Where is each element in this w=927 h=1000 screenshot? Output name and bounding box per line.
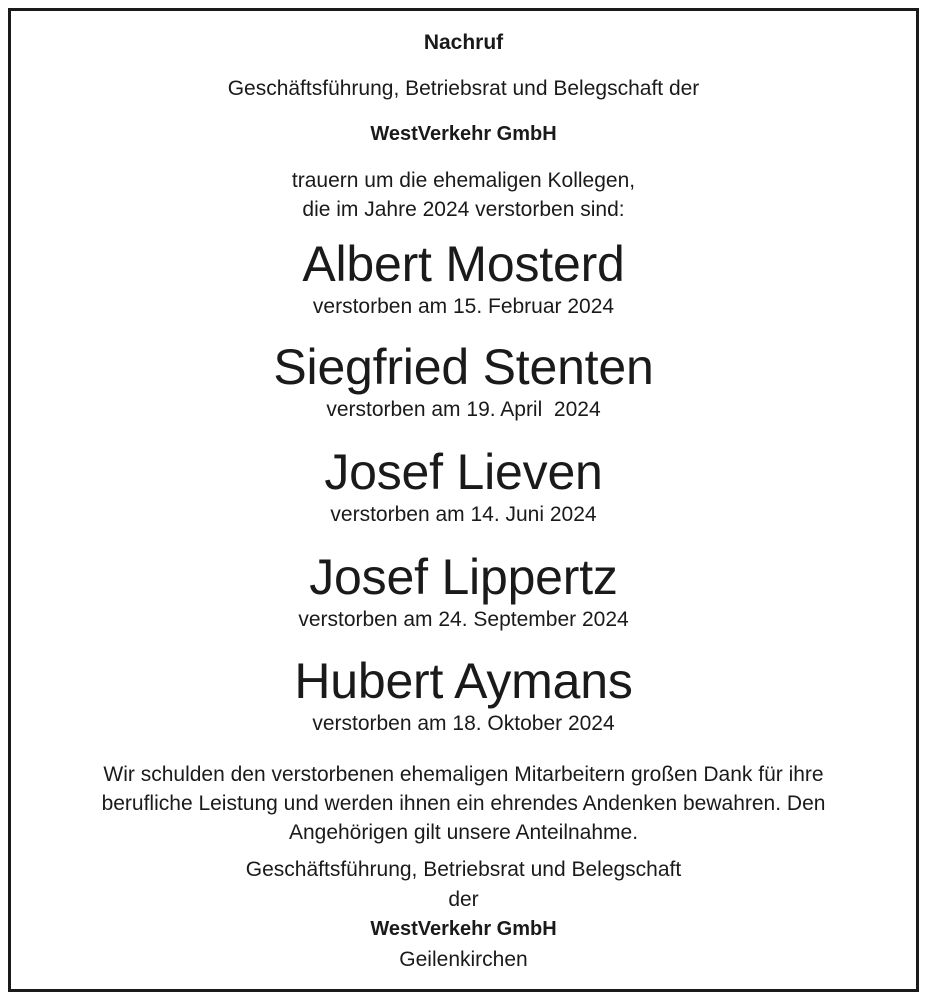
mourning-text-line-1: trauern um die ehemaligen Kollegen, (291, 169, 636, 192)
deceased-date: verstorben am 18. Oktober 2024 (312, 712, 615, 735)
intro-text: Geschäftsführung, Betriebsrat und Belegschaft der (227, 77, 700, 100)
closing-line-2: berufliche Leistung und werden ihnen ein ehrendes Andenken bewahren. Den (101, 792, 826, 815)
deceased-name: Siegfried Stenten (273, 339, 654, 395)
deceased-name: Josef Lippertz (309, 549, 618, 605)
closing-line-3: Angehörigen gilt unsere Anteilnahme. (288, 821, 639, 844)
obituary-heading: Nachruf (423, 31, 504, 54)
closing-line-1: Wir schulden den verstorbenen ehemaligen Mitarbeitern großen Dank für ihre (103, 763, 824, 786)
signature-location: Geilenkirchen (399, 948, 528, 971)
closing-paragraph (0, 760, 927, 847)
signature-line-2: der (448, 888, 479, 911)
deceased-date: verstorben am 14. Juni 2024 (330, 503, 597, 526)
mourning-text-line-2: die im Jahre 2024 verstorben sind: (302, 198, 625, 221)
signature-company: WestVerkehr GmbH (370, 918, 557, 940)
deceased-date: verstorben am 15. Februar 2024 (312, 295, 615, 318)
company-name: WestVerkehr GmbH (370, 123, 557, 145)
deceased-name: Albert Mosterd (302, 236, 625, 292)
deceased-date: verstorben am 24. September 2024 (298, 608, 629, 631)
deceased-name: Josef Lieven (324, 444, 603, 500)
signature-line-1: Geschäftsführung, Betriebsrat und Belegschaft (245, 858, 682, 881)
deceased-date: verstorben am 19. April 2024 (326, 398, 601, 421)
deceased-name: Hubert Aymans (294, 653, 633, 709)
